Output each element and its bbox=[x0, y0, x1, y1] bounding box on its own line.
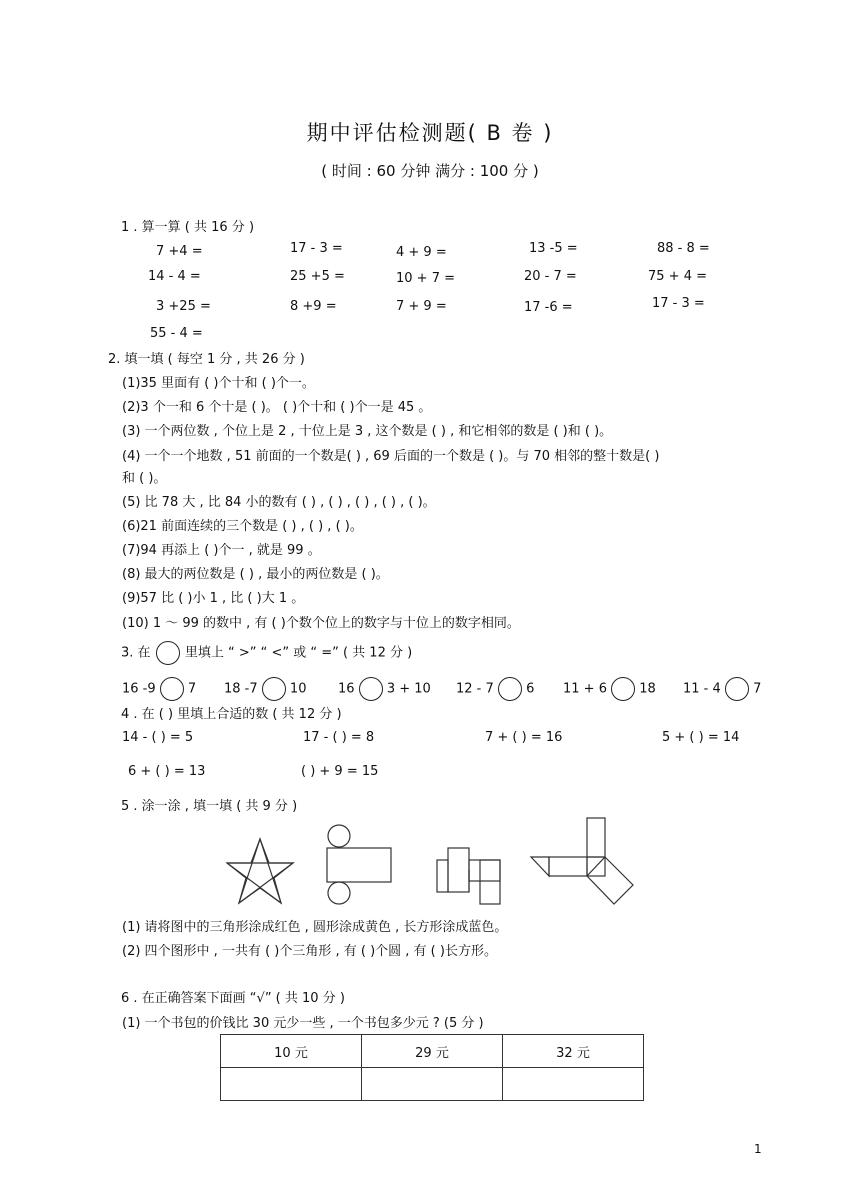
arithmetic-item: 8 +9 = bbox=[290, 299, 337, 314]
square bbox=[437, 860, 448, 892]
answer-cell[interactable] bbox=[221, 1068, 362, 1101]
compare-left: 16 bbox=[338, 681, 355, 697]
fill-line: (8) 最大的两位数是 ( ) , 最小的两位数是 ( )。 bbox=[122, 567, 389, 582]
fill-line: (6)21 前面连续的三个数是 ( ) , ( ) , ( )。 bbox=[122, 519, 363, 534]
arithmetic-item: 14 - 4 = bbox=[148, 269, 201, 284]
section-4-heading: 4 . 在 ( ) 里填上合适的数 ( 共 12 分 ) bbox=[121, 707, 342, 722]
fill-line: (1)35 里面有 ( )个十和 ( )个一。 bbox=[122, 376, 315, 391]
rectangle bbox=[549, 857, 587, 876]
compare-right: 7 bbox=[187, 681, 197, 697]
rectangle bbox=[327, 848, 391, 882]
arithmetic-item: 4 + 9 = bbox=[396, 245, 447, 260]
fill-line: 和 ( )。 bbox=[122, 471, 167, 486]
section-6-heading: 6 . 在正确答案下面画 “√” ( 共 10 分 ) bbox=[121, 991, 345, 1006]
fill-line: (2)3 个一和 6 个十是 ( )。 ( )个十和 ( )个一是 45 。 bbox=[122, 400, 432, 415]
compare-right: 7 bbox=[753, 681, 762, 697]
square-rotated bbox=[587, 857, 633, 904]
fill-line: (9)57 比 ( )小 1 , 比 ( )大 1 。 bbox=[122, 591, 305, 606]
compare-right: 10 bbox=[289, 681, 307, 697]
blank-equation: 5 + ( ) = 14 bbox=[662, 730, 740, 745]
fill-line: (10) 1 ～ 99 的数中 , 有 ( )个数个位上的数字与十位上的数字相同。 bbox=[122, 616, 520, 631]
blank-equation: ( ) + 9 = 15 bbox=[301, 764, 379, 779]
table-cell: 29 元 bbox=[362, 1035, 503, 1068]
section-2-heading: 2. 填一填 ( 每空 1 分 , 共 26 分 ) bbox=[108, 352, 305, 367]
question-line: (1) 请将图中的三角形涂成红色 , 圆形涂成黄色 , 长方形涂成蓝色。 bbox=[122, 920, 508, 935]
compare-right: 3 + 10 bbox=[386, 681, 431, 697]
question-line: (2) 四个图形中 , 一共有 ( )个三角形 , 有 ( )个圆 , 有 ( )长方形。 bbox=[122, 944, 497, 959]
section-3-heading-pre: 3. 在 bbox=[121, 645, 151, 661]
fill-line: (5) 比 78 大 , 比 84 小的数有 ( ) , ( ) , ( ) , ( ) , ( )。 bbox=[122, 495, 436, 510]
square bbox=[587, 818, 605, 857]
arithmetic-item: 25 +5 = bbox=[290, 269, 345, 284]
answer-cell[interactable] bbox=[503, 1068, 644, 1101]
triangle bbox=[531, 857, 549, 876]
page-subtitle: ( 时间 : 60 分钟 满分 : 100 分 ) bbox=[321, 162, 539, 180]
blank-equation: 14 - ( ) = 5 bbox=[122, 730, 194, 745]
answer-table bbox=[220, 1034, 644, 1101]
compare-left: 12 - 7 bbox=[456, 681, 494, 697]
arithmetic-item: 20 - 7 = bbox=[524, 269, 577, 284]
table-row bbox=[221, 1035, 644, 1068]
compare-left: 11 - 4 bbox=[683, 681, 721, 697]
compare-left: 11 + 6 bbox=[563, 681, 607, 697]
fill-line: (3) 一个两位数 , 个位上是 2 , 十位上是 3 , 这个数是 ( ) , 和它相邻的数是 ( )和 ( )。 bbox=[122, 424, 613, 439]
blank-equation: 6 + ( ) = 13 bbox=[128, 764, 206, 779]
answer-cell[interactable] bbox=[362, 1068, 503, 1101]
arithmetic-item: 75 + 4 = bbox=[648, 269, 707, 284]
arithmetic-item: 88 - 8 = bbox=[657, 241, 710, 256]
compare-right: 6 bbox=[526, 681, 535, 697]
compare-left: 18 -7 bbox=[224, 681, 258, 697]
section-1-heading: 1 . 算一算 ( 共 16 分 ) bbox=[121, 220, 255, 235]
square bbox=[448, 848, 469, 892]
blank-equation: 17 - ( ) = 8 bbox=[303, 730, 375, 745]
square bbox=[480, 860, 500, 904]
blank-equation: 7 + ( ) = 16 bbox=[485, 730, 563, 745]
compare-left: 16 -9 bbox=[122, 681, 156, 697]
arithmetic-item: 7 +4 = bbox=[156, 244, 203, 259]
section-3-heading-post: 里填上 “ >” “ <” 或 “ =” ( 共 12 分 ) bbox=[184, 645, 413, 661]
square bbox=[469, 860, 500, 881]
fill-line: (4) 一个一个地数 , 51 前面的一个数是( ) , 69 后面的一个数是 ( )。与 70 相邻的整十数是( ) bbox=[122, 449, 660, 464]
arithmetic-item: 17 - 3 = bbox=[290, 241, 343, 256]
table-cell: 32 元 bbox=[503, 1035, 644, 1068]
table-cell: 10 元 bbox=[221, 1035, 362, 1068]
section-5-heading: 5 . 涂一涂 , 填一填 ( 共 9 分 ) bbox=[121, 799, 298, 814]
compare-right: 18 bbox=[639, 681, 656, 697]
circle-top bbox=[328, 825, 350, 847]
page-number: 1 bbox=[754, 1142, 762, 1156]
arithmetic-item: 3 +25 = bbox=[156, 299, 211, 314]
page-title: 期中评估检测题( B 卷 ) bbox=[306, 121, 554, 145]
fill-line: (7)94 再添上 ( )个一 , 就是 99 。 bbox=[122, 543, 321, 558]
arithmetic-item: 17 - 3 = bbox=[652, 296, 705, 311]
circle-bottom bbox=[328, 882, 350, 904]
question-line: (1) 一个书包的价钱比 30 元少一些 , 一个书包多少元 ? (5 分 ) bbox=[122, 1016, 484, 1031]
table-row bbox=[221, 1068, 644, 1101]
arithmetic-item: 13 -5 = bbox=[529, 241, 578, 256]
arithmetic-item: 17 -6 = bbox=[524, 300, 573, 315]
arithmetic-item: 10 + 7 = bbox=[396, 271, 455, 286]
arithmetic-item: 7 + 9 = bbox=[396, 299, 447, 314]
star-inner-lines bbox=[227, 839, 293, 903]
arithmetic-item: 55 - 4 = bbox=[150, 326, 203, 341]
